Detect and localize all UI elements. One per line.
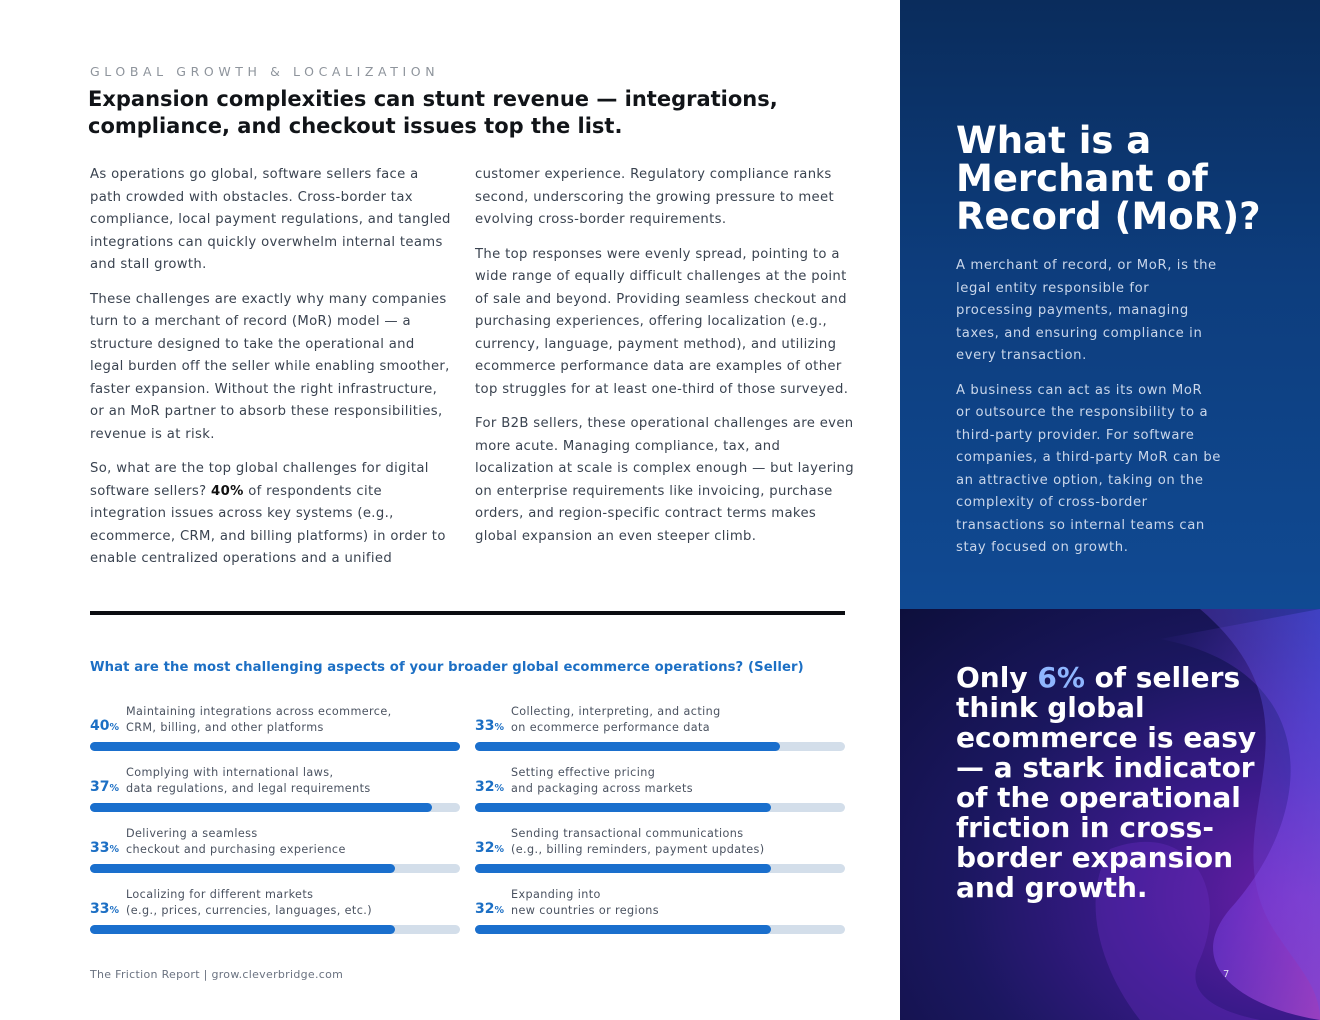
bar-value-label: 32% — [475, 779, 505, 795]
bar-category-label: Collecting, interpreting, and acting on ecommerce performance data — [511, 705, 721, 734]
percent-sign: % — [109, 905, 120, 916]
bar-item — [475, 704, 845, 752]
bar-value-label: 37% — [90, 779, 120, 795]
percent-sign: % — [494, 783, 505, 794]
callout-quote — [956, 663, 1276, 903]
bar-fill — [475, 925, 771, 934]
paragraph — [90, 458, 452, 571]
sidebar-paragraph: A merchant of record, or MoR, is the legal entity responsible for processing payments, managing taxes, and ensuring compliance in every transaction. — [956, 258, 1217, 363]
bold-stat: 40% — [211, 483, 244, 499]
bar-value-label: 32% — [475, 901, 505, 917]
bar-track — [90, 864, 460, 873]
text-run: of respondents cite integration issues across key systems (e.g., ecommerce, CRM, and billing platforms) in order to enable centralized operations and a unified — [90, 483, 446, 566]
bar-category-label: Sending transactional communications (e.g., billing reminders, payment updates) — [511, 827, 765, 856]
bar-item — [90, 887, 460, 935]
bar-track — [475, 864, 845, 873]
bar-category-label: Complying with international laws, data regulations, and legal requirements — [126, 766, 371, 795]
bar-fill — [475, 803, 771, 812]
bar-category-label: Delivering a seamless checkout and purchasing experience — [126, 827, 346, 856]
bar-value-label: 40% — [90, 718, 120, 734]
paragraph: customer experience. Regulatory compliance ranks second, underscoring the growing pressure to meet evolving cross-border requirements. — [475, 167, 834, 227]
bar-track — [90, 803, 460, 812]
callout-panel — [900, 609, 1320, 1020]
bar-item — [90, 704, 460, 752]
body-column-right — [475, 164, 860, 560]
page-number: 7 — [1223, 969, 1230, 980]
bar-fill — [90, 864, 395, 873]
bar-track — [475, 742, 845, 751]
percent-sign: % — [494, 722, 505, 733]
bar-item — [475, 765, 845, 813]
bar-fill — [90, 742, 460, 751]
sidebar-paragraph: A business can act as its own MoR or outsource the responsibility to a third-party provider. For software companies, a third-party MoR can be an attractive option, taking on the complexity of cross-border transactions so internal teams can stay focused on growth. — [956, 382, 1222, 555]
bar-value-label: 32% — [475, 840, 505, 856]
percent-sign: % — [109, 844, 120, 855]
bar-track — [475, 925, 845, 934]
paragraph: The top responses were evenly spread, pointing to a wide range of equally difficult challenges at the point of sale and beyond. Providing seamless checkout and purchasing experiences, offering localization (e.g., currency, language, payment method), and utilizing ecommerce performance data are examples of other top struggles for at least one-third of those surveyed. — [475, 246, 849, 397]
bar-value-label: 33% — [475, 718, 505, 734]
body-column-left — [90, 164, 452, 583]
bar-item — [90, 765, 460, 813]
bar-fill — [90, 925, 395, 934]
paragraph: As operations go global, software sellers face a path crowded with obstacles. Cross-border tax compliance, local payment regulations, and tangled integrations can quickly overwhelm internal teams and stall growth. — [90, 167, 451, 272]
paragraph: For B2B sellers, these operational challenges are even more acute. Managing compliance, tax, and localization at scale is complex enough — but layering on enterprise requirements like invoicing, purchase orders, and region-specific contract terms makes global expansion an even steeper climb. — [475, 416, 854, 544]
percent-sign: % — [494, 844, 505, 855]
callout-highlight: 6% — [1037, 661, 1085, 694]
chart-title: What are the most challenging aspects of your broader global ecommerce operations? (Seller) — [90, 660, 804, 675]
sidebar-title: What is a Merchant of Record (MoR)? — [956, 119, 1261, 238]
bar-track — [90, 742, 460, 751]
sidebar-panel — [900, 0, 1320, 609]
percent-sign: % — [109, 783, 120, 794]
page-title: Expansion complexities can stunt revenue — integrations, compliance, and checkout issues top the list. — [88, 87, 778, 138]
bar-fill — [475, 742, 780, 751]
bar-fill — [475, 864, 771, 873]
text-run: So, what are the top global challenges for digital software sellers? — [90, 461, 429, 499]
bar-category-label: Maintaining integrations across ecommerce, CRM, billing, and other platforms — [126, 705, 392, 734]
bar-item — [475, 826, 845, 874]
text-run: of sellers think global ecommerce is easy — a stark indicator of the operational friction in cross-border expansion and growth. — [956, 661, 1257, 904]
text-run: Only — [956, 661, 1038, 694]
bar-value-label: 33% — [90, 840, 120, 856]
bar-item — [90, 826, 460, 874]
paragraph: These challenges are exactly why many companies turn to a merchant of record (MoR) model — a structure designed to take the operational and legal burden off the seller while enabling smoother, faster expansion. Without the right infrastructure, or an MoR partner to absorb these responsibilities, revenue is at risk. — [90, 291, 450, 442]
section-label: GLOBAL GROWTH & LOCALIZATION — [90, 64, 440, 79]
percent-sign: % — [109, 722, 120, 733]
section-divider — [90, 611, 845, 615]
bar-track — [90, 925, 460, 934]
bar-item — [475, 887, 845, 935]
footer: The Friction Report | grow.cleverbridge.com — [90, 968, 344, 981]
bar-category-label: Expanding into new countries or regions — [511, 888, 660, 917]
bar-category-label: Setting effective pricing and packaging across markets — [511, 766, 693, 795]
percent-sign: % — [494, 905, 505, 916]
bar-track — [475, 803, 845, 812]
bar-value-label: 33% — [90, 901, 120, 917]
bar-fill — [90, 803, 432, 812]
sidebar-body — [956, 255, 1221, 572]
bar-category-label: Localizing for different markets (e.g., prices, currencies, languages, etc.) — [126, 888, 372, 917]
